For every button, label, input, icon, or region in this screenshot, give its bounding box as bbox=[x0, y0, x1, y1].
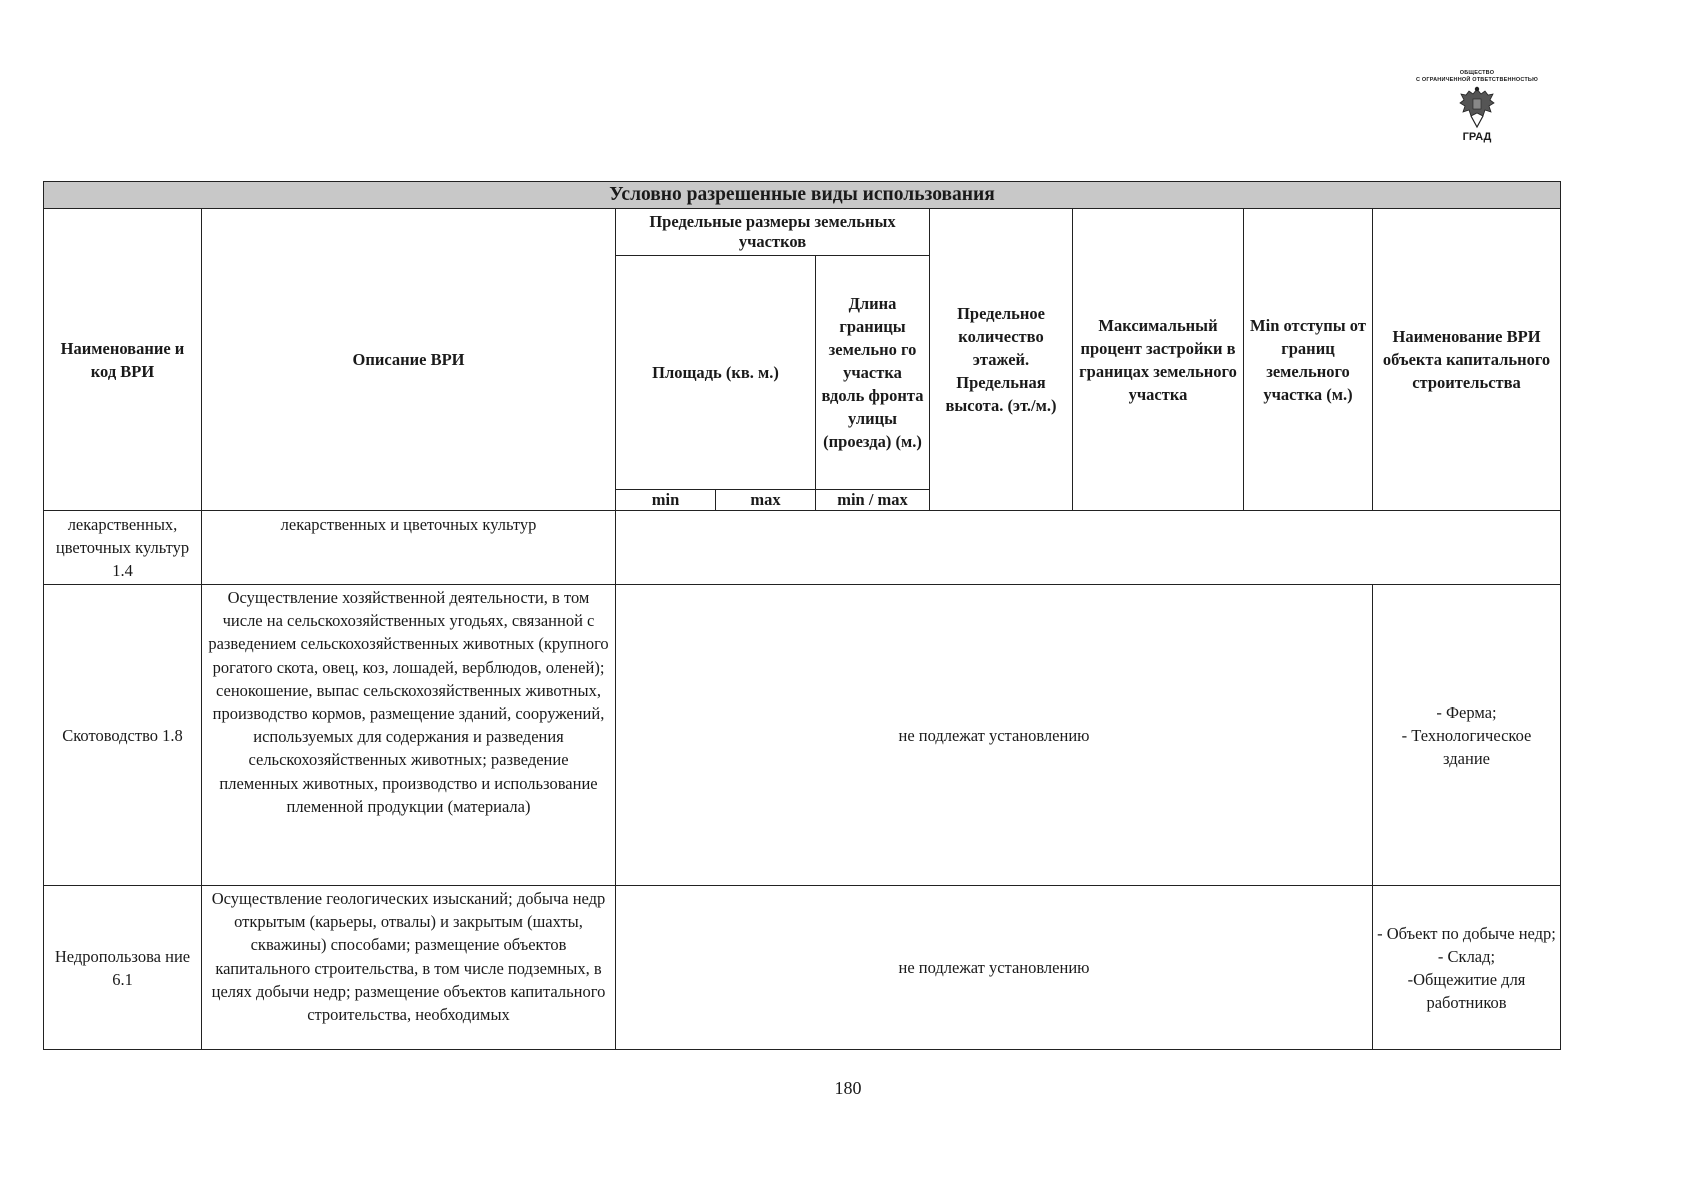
row-name: Скотоводство 1.8 bbox=[44, 585, 202, 886]
header-max: max bbox=[716, 490, 816, 511]
header-min-max: min / max bbox=[816, 490, 930, 511]
row-name: Недропользова ние 6.1 bbox=[44, 886, 202, 1050]
permitted-use-table bbox=[43, 181, 1561, 1050]
header-floors: Предельное количество этажей. Предельная высота. (эт./м.) bbox=[930, 209, 1073, 511]
table-row bbox=[44, 886, 1561, 1050]
table-row bbox=[44, 585, 1561, 886]
row-name: лекарственных, цветочных культур 1.4 bbox=[44, 511, 202, 585]
header-max-percent: Максимальный процент застройки в границах земельного участка bbox=[1073, 209, 1244, 511]
header-description: Описание ВРИ bbox=[202, 209, 616, 511]
logo-org-line1: ОБЩЕСТВО bbox=[1459, 70, 1495, 76]
logo-name: ГРАД bbox=[1462, 131, 1492, 143]
row-params bbox=[616, 511, 1561, 585]
header-frontage: Длина границы земельно го участка вдоль фронта улицы (проезда) (м.) bbox=[816, 256, 930, 490]
company-logo bbox=[1392, 70, 1562, 154]
row-description: Осуществление хозяйственной деятельности, в том числе на сельскохозяйственных угодьях, связанной с разведением сельскохозяйственных животных (крупного рогатого скота, овец, коз, лошадей, верблюдов, оленей); сенокошение, выпас сельскохозяйственных животных, производство кормов, размещение зданий, сооружений, используемых для содержания и разведения сельскохозяйственных животных; разведение племенных животных, производство и использование племенной продукции (материала) bbox=[202, 585, 616, 886]
table-title: Условно разрешенные виды использования bbox=[44, 182, 1561, 209]
logo-org-line2: С ОГРАНИЧЕННОЙ ОТВЕТСТВЕННОСТЬЮ bbox=[1416, 76, 1538, 83]
header-min-setback: Min отступы от границ земельного участка (м.) bbox=[1244, 209, 1373, 511]
row-objects: - Объект по добыче недр; - Склад; -Общежитие для работников bbox=[1373, 886, 1561, 1050]
header-area: Площадь (кв. м.) bbox=[616, 256, 816, 490]
row-description: лекарственных и цветочных культур bbox=[202, 511, 616, 585]
table-row bbox=[44, 511, 1561, 585]
double-headed-eagle-icon bbox=[1457, 85, 1497, 131]
row-params: не подлежат установлению bbox=[616, 585, 1373, 886]
header-limit-sizes: Предельные размеры земельных участков bbox=[616, 209, 930, 256]
header-name-code: Наименование и код ВРИ bbox=[44, 209, 202, 511]
page-number: 180 bbox=[834, 1078, 862, 1098]
header-object-name: Наименование ВРИ объекта капитального строительства bbox=[1373, 209, 1561, 511]
header-min: min bbox=[616, 490, 716, 511]
row-objects: - Ферма; - Технологическое здание bbox=[1373, 585, 1561, 886]
row-description: Осуществление геологических изысканий; добыча недр открытым (карьеры, отвалы) и закрытым (шахты, скважины) способами; размещение объектов капитального строительства, в том числе подземных, в целях добычи недр; размещение объектов капитального строительства, необходимых bbox=[202, 886, 616, 1050]
row-params: не подлежат установлению bbox=[616, 886, 1373, 1050]
